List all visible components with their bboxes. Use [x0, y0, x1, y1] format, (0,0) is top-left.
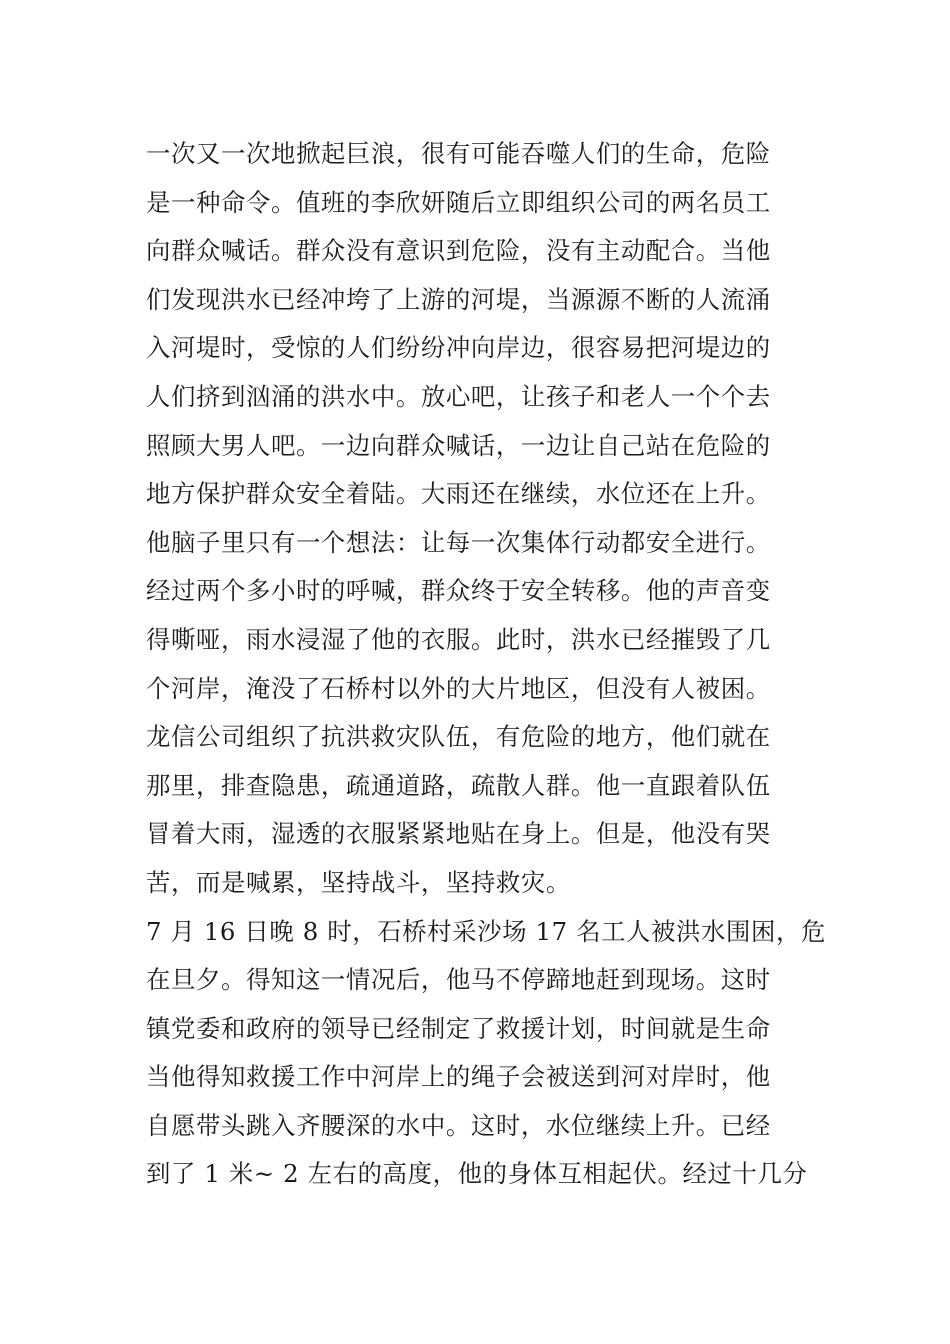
text-line: 是一种命令。值班的李欣妍随后立即组织公司的两名员工 — [146, 187, 771, 217]
text-line: 个河岸，淹没了石桥村以外的大片地区，但没有人被困。 — [146, 673, 771, 703]
text-line: 经过两个多小时的呼喊，群众终于安全转移。他的声音变 — [146, 576, 771, 606]
text-line: 在旦夕。得知这一情况后，他马不停蹄地赶到现场。这时 — [146, 965, 771, 995]
text-line: 那里，排查隐患，疏通道路，疏散人群。他一直跟着队伍 — [146, 770, 771, 800]
text-line: 苦，而是喊累，坚持战斗，坚持救灾。 — [146, 867, 571, 897]
text-line: 向群众喊话。群众没有意识到危险，没有主动配合。当他 — [146, 236, 771, 266]
text-line: 人们挤到汹涌的洪水中。放心吧，让孩子和老人一个个去 — [146, 381, 771, 411]
text-line: 到了 1 米~ 2 左右的高度，他的身体互相起伏。经过十几分 — [146, 1159, 808, 1189]
text-line: 入河堤时，受惊的人们纷纷冲向岸边，很容易把河堤边的 — [146, 333, 771, 363]
text-line: 龙信公司组织了抗洪救灾队伍，有危险的地方，他们就在 — [146, 722, 771, 752]
text-line: 冒着大雨，湿透的衣服紧紧地贴在身上。但是，他没有哭 — [146, 819, 771, 849]
text-line: 们发现洪水已经冲垮了上游的河堤，当源源不断的人流涌 — [146, 284, 771, 314]
body-text — [146, 130, 826, 1199]
text-line: 7 月 16 日晚 8 时，石桥村采沙场 17 名工人被洪水围困，危 — [146, 916, 826, 946]
text-line: 当他得知救援工作中河岸上的绳子会被送到河对岸时，他 — [146, 1062, 771, 1092]
text-line: 照顾大男人吧。一边向群众喊话，一边让自己站在危险的 — [146, 430, 771, 460]
text-line: 一次又一次地掀起巨浪，很有可能吞噬人们的生命，危险 — [146, 139, 771, 168]
text-line: 镇党委和政府的领导已经制定了救援计划，时间就是生命 — [146, 1013, 771, 1043]
text-line: 自愿带头跳入齐腰深的水中。这时，水位继续上升。已经 — [146, 1110, 771, 1140]
text-line: 地方保护群众安全着陆。大雨还在继续，水位还在上升。 — [146, 479, 771, 509]
text-line: 得嘶哑，雨水浸湿了他的衣服。此时，洪水已经摧毁了几 — [146, 624, 771, 654]
text-line: 他脑子里只有一个想法：让每一次集体行动都安全进行。 — [146, 527, 771, 557]
